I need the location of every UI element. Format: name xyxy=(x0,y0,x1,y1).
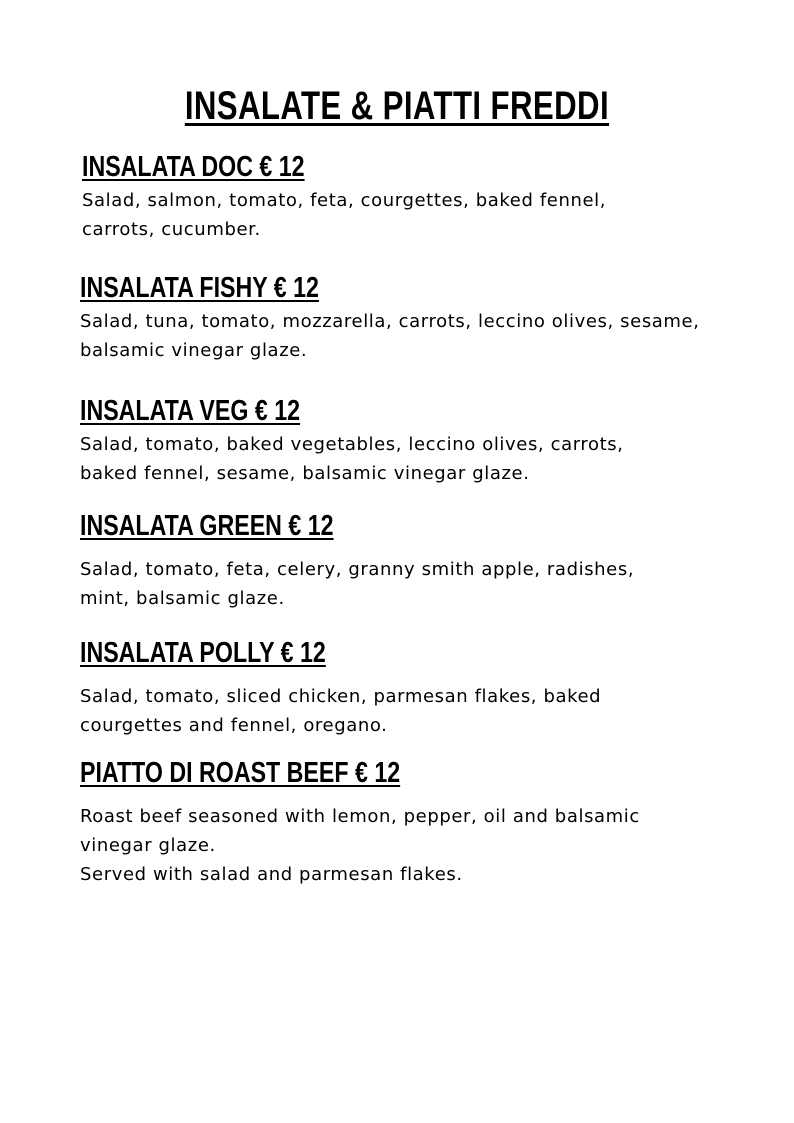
menu-item-description: Salad, tomato, sliced chicken, parmesan flakes, baked courgettes and fennel, oregano. xyxy=(80,686,602,736)
menu-item-description: Roast beef seasoned with lemon, pepper, oil and balsamic vinegar glaze. Served with salad and parmesan flakes. xyxy=(80,806,640,885)
menu-item-insalata-polly xyxy=(80,636,770,740)
menu-item-description: Salad, salmon, tomato, feta, courgettes, baked fennel, carrots, cucumber. xyxy=(82,190,607,240)
menu-item-description: Salad, tomato, baked vegetables, leccino olives, carrots, baked fennel, sesame, balsamic vinegar glaze. xyxy=(80,434,624,484)
menu-item-insalata-doc xyxy=(82,150,772,244)
menu-item-description: Salad, tomato, feta, celery, granny smith apple, radishes, mint, balsamic glaze. xyxy=(80,559,635,609)
menu-item-description: Salad, tuna, tomato, mozzarella, carrots, leccino olives, sesame, balsamic vinegar glaze. xyxy=(80,311,700,361)
menu-item-title: INSALATA VEG € 12 xyxy=(80,395,301,427)
menu-item-insalata-green xyxy=(80,509,770,613)
menu-item-insalata-veg xyxy=(80,394,770,488)
page-title-text: INSALATE & PIATTI FREDDI xyxy=(184,84,610,128)
menu-item-insalata-fishy xyxy=(80,271,770,365)
menu-item-title: INSALATA GREEN € 12 xyxy=(80,510,334,542)
page-title xyxy=(0,82,794,130)
menu-item-title: INSALATA DOC € 12 xyxy=(82,151,305,183)
menu-item-title: PIATTO DI ROAST BEEF € 12 xyxy=(80,757,401,789)
menu-item-title: INSALATA FISHY € 12 xyxy=(80,272,319,304)
menu-item-piatto-roast-beef xyxy=(80,756,770,889)
menu-item-title: INSALATA POLLY € 12 xyxy=(80,637,326,669)
